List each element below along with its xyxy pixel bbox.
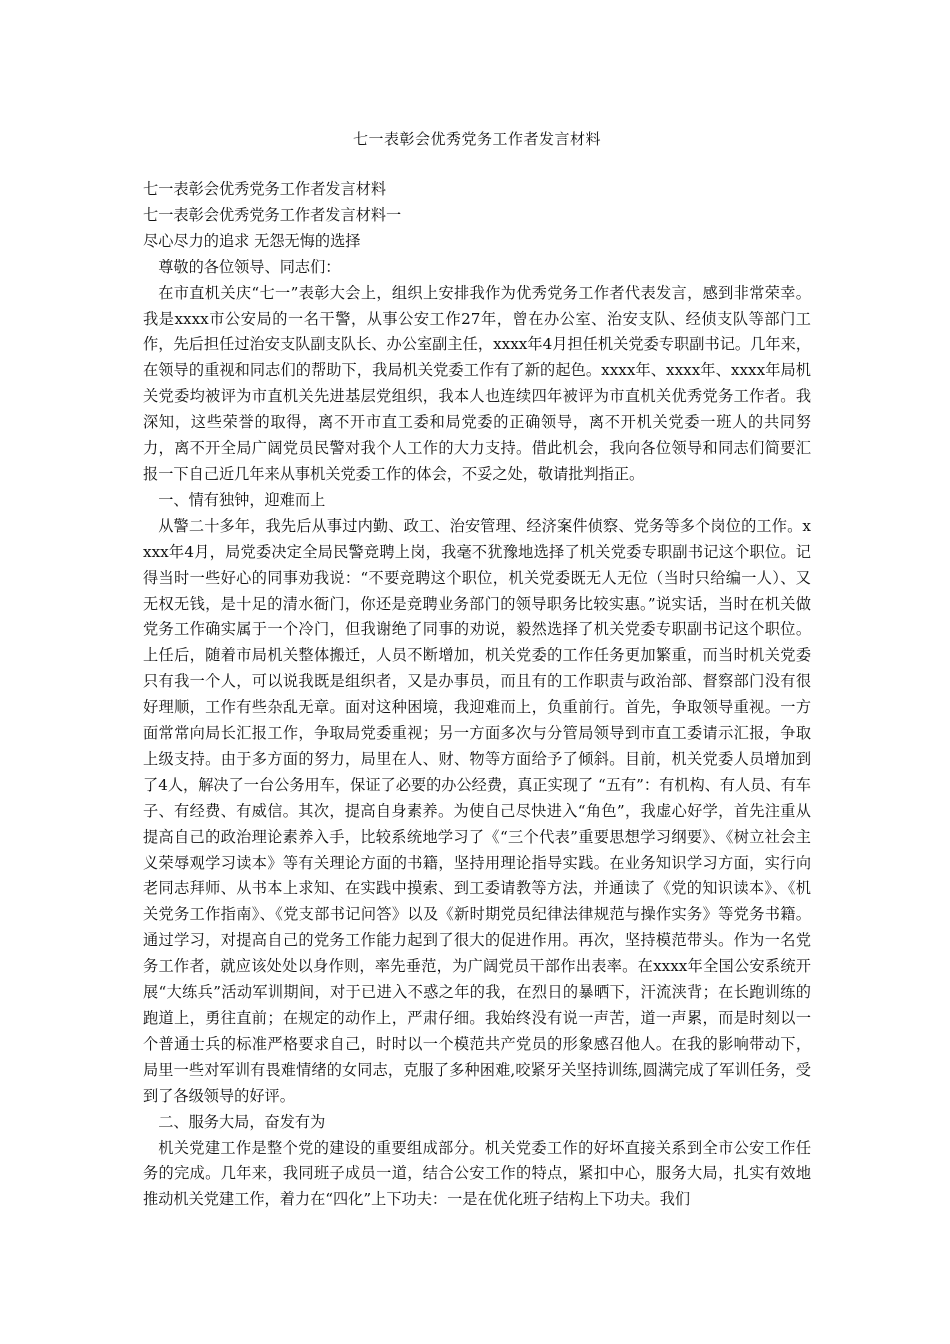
paragraph: 从警二十多年，我先后从事过内勤、政工、治安管理、经济案件侦察、党务等多个岗位的工作。xxxx年4月，局党委决定全局民警竞聘上岗，我毫不犹豫地选择了机关党委专职副书记这个职位。记得当时一些好心的同事劝我说：“不要竞聘这个职位，机关党委既无人无位（当时只给编一人）、又无权无钱，是十足的清水衙门，你还是竞聘业务部门的领导职务比较实惠。”说实话，当时在机关做党务工作确实属于一个冷门，但我谢绝了同事的劝说，毅然选择了机关党委专职副书记这个职位。上任后，随着市局机关整体搬迁，人员不断增加，机关党委的工作任务更加繁重，而当时机关党委只有我一个人，可以说我既是组织者，又是办事员，而且有的工作职责与政治部、督察部门没有很好理顺，工作有些杂乱无章。面对这种困境，我迎难而上，负重前行。首先，争取领导重视。一方面常常向局长汇报工作，争取局党委重视；另一方面多次与分管局领导到市直工委请示汇报，争取上级支持。由于多方面的努力，局里在人、财、物等方面给予了倾斜。目前，机关党委人员增加到了4人，解决了一台公务用车，保证了必要的办公经费，真正实现了 “五有”：有机构、有人员、有车子、有经费、有威信。其次，提高自身素养。为使自己尽快进入“角色”，我虚心好学，首先注重从提高自己的政治理论素养入手，比较系统地学习了《“三个代表”重要思想学习纲要》、《树立社会主义荣辱观学习读本》等有关理论方面的书籍，坚持用理论指导实践。在业务知识学习方面，实行向老同志拜师、从书本上求知、在实践中摸索、到工委请教等方法，并通读了《党的知识读本》、《机关党务工作指南》、《党支部书记问答》以及《新时期党员纪律法律规范与操作实务》等党务书籍。通过学习，对提高自己的党务工作能力起到了很大的促进作用。再次，坚持模范带头。作为一名党务工作者，就应该处处以身作则，率先垂范，为广阔党员干部作出表率。在xxxx年全国公安系统开展“大练兵”活动军训期间，对于已进入不惑之年的我，在烈日的暴晒下，汗流浃背；在长跑训练的跑道上，勇往直前；在规定的动作上，严肃仔细。我始终没有说一声苦，道一声累，而是时刻以一个普通士兵的标准严格要求自己，时时以一个模范共产党员的形象感召他人。在我的影响带动下，局里一些对军训有畏难情绪的女同志，克服了多种困难,咬紧牙关坚持训练,圆满完成了军训任务，受到了各级领导的好评。: [143, 516, 811, 1105]
subtitle-line: 七一表彰会优秀党务工作者发言材料一: [143, 205, 402, 224]
paragraph: 机关党建工作是整个党的建设的重要组成部分。机关党委工作的好坏直接关系到全市公安工作任务的完成。几年来，我同班子成员一道，结合公安工作的特点，紧扣中心，服务大局，扎实有效地推动机关党建工作，着力在“四化”上下功夫：一是在优化班子结构上下功夫。我们: [143, 1138, 811, 1209]
salutation: 尊敬的各位领导、同志们：: [158, 257, 341, 276]
speech-theme: 尽心尽力的追求 无怨无悔的选择: [143, 231, 361, 250]
subtitle-line: 七一表彰会优秀党务工作者发言材料: [143, 180, 386, 198]
document-body: [143, 177, 811, 1213]
section-heading: 二、服务大局，奋发有为: [158, 1112, 326, 1131]
paragraph: 在市直机关庆“七一”表彰大会上，组织上安排我作为优秀党务工作者代表发言，感到非常荣幸。我是xxxx市公安局的一名干警，从事公安工作27年，曾在办公室、治安支队、经侦支队等部门工作，先后担任过治安支队副支队长、办公室副主任，xxxx年4月担任机关党委专职副书记。几年来，在领导的重视和同志们的帮助下，我局机关党委工作有了新的起色。xxxx年、xxxx年、xxxx年局机关党委均被评为市直机关先进基层党组织，我本人也连续四年被评为市直机关优秀党务工作者。我深知，这些荣誉的取得，离不开市直工委和局党委的正确领导，离不开机关党委一班人的共同努力，离不开全局广阔党员民警对我个人工作的大力支持。借此机会，我向各位领导和同志们简要汇报一下自己近几年来从事机关党委工作的体会，不妥之处，敬请批判指正。: [143, 283, 811, 483]
document-title: 七一表彰会优秀党务工作者发言材料: [352, 130, 601, 148]
section-heading: 一、情有独钟，迎难而上: [158, 490, 326, 509]
